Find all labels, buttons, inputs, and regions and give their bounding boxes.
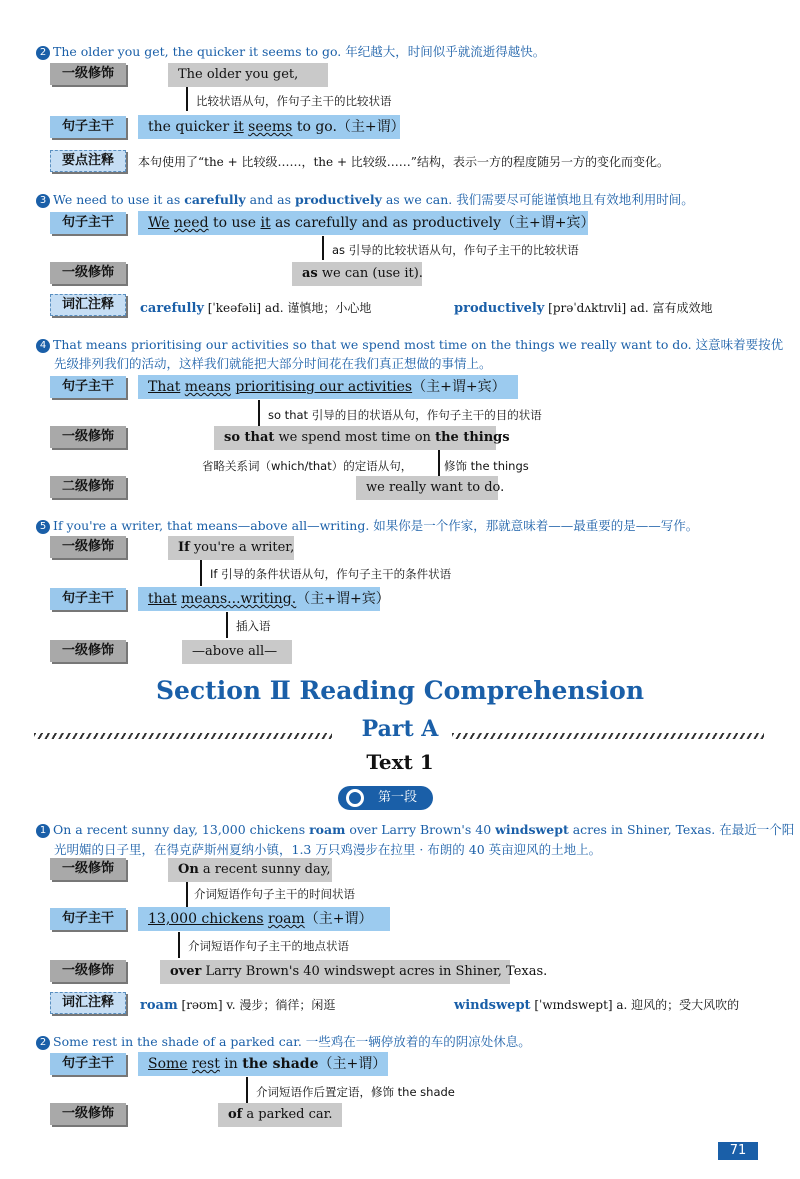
main-clause-box: the quicker it seems to go.（主+谓） <box>138 115 400 139</box>
annotation: 介词短语作句子主干的地点状语 <box>188 939 349 953</box>
arrow <box>322 236 324 260</box>
page-number: 71 <box>718 1142 758 1160</box>
label-level2: 二级修饰 <box>50 476 126 498</box>
main-clause-box: Some rest in the shade（主+谓） <box>138 1052 388 1076</box>
annotation: 比较状语从句，作句子主干的比较状语 <box>196 94 392 108</box>
label-main: 句子主干 <box>50 212 126 234</box>
modifier-box: as we can (use it). <box>292 262 422 286</box>
sentence-2: 2 The older you get, the quicker it seems to go. 年纪越大，时间似乎就流逝得越快。 <box>36 42 545 60</box>
label-main: 句子主干 <box>50 1053 126 1075</box>
label-vocab: 词汇注释 <box>50 294 126 316</box>
text1-sentence-1: 1 On a recent sunny day, 13,000 chickens roam over Larry Brown's 40 windswept acres in Shiner, Texas. 在最近一个阳 <box>36 820 794 838</box>
label-level1: 一级修饰 <box>50 858 126 880</box>
sentence-4: 4 That means prioritising our activities so that we spend most time on the things we really want to do. 这意味着要按优 <box>36 335 783 353</box>
annotation: as 引导的比较状语从句，作句子主干的比较状语 <box>332 243 579 257</box>
label-level1: 一级修饰 <box>50 1103 126 1125</box>
sentence-number: 2 <box>36 1036 50 1050</box>
modifier-box: of a parked car. <box>218 1103 342 1127</box>
text1-sentence-2: 2 Some rest in the shade of a parked car. 一些鸡在一辆停放着的车的阴凉处休息。 <box>36 1032 531 1050</box>
sentence-number: 2 <box>36 46 50 60</box>
modifier-box: so that we spend most time on the things <box>214 426 496 450</box>
sentence-number: 1 <box>36 824 50 838</box>
sentence-number: 3 <box>36 194 50 208</box>
label-level1: 一级修饰 <box>50 63 126 85</box>
label-main: 句子主干 <box>50 588 126 610</box>
vocab-windswept: windswept [ˈwɪndswept] a. 迎风的；受大风吹的 <box>454 998 740 1013</box>
part-title: Part A <box>361 716 439 742</box>
sentence-4-line2: 先级排列我们的活动，这样我们就能把大部分时间花在我们真正想做的事情上。 <box>54 356 492 371</box>
annotation: 插入语 <box>236 619 271 633</box>
label-level1: 一级修饰 <box>50 640 126 662</box>
main-clause-box: That means prioritising our activities（主+谓+宾） <box>138 375 518 399</box>
label-vocab: 词汇注释 <box>50 992 126 1014</box>
arrow <box>258 400 260 426</box>
arrow <box>200 560 202 586</box>
label-main: 句子主干 <box>50 908 126 930</box>
annotation: 介词短语作句子主干的时间状语 <box>194 887 355 901</box>
arrow <box>226 612 228 638</box>
modifier-box: over Larry Brown's 40 windswept acres in Shiner, Texas. <box>160 960 510 984</box>
section-title: Section Ⅱ Reading Comprehension <box>155 676 645 705</box>
vocab-roam: roam [rəʊm] v. 漫步；徜徉；闲逛 <box>140 998 336 1013</box>
magnifier-icon <box>346 789 364 807</box>
level2-modifier-box: we really want to do. <box>356 476 498 500</box>
label-level1: 一级修饰 <box>50 536 126 558</box>
main-clause-box: 13,000 chickens roam（主+谓） <box>138 907 390 931</box>
label-main: 句子主干 <box>50 116 126 138</box>
label-main: 句子主干 <box>50 376 126 398</box>
modifier-box: On a recent sunny day, <box>168 858 332 882</box>
vocab-productively: productively [prəˈdʌktɪvli] ad. 富有成效地 <box>454 301 713 316</box>
sentence-5: 5 If you're a writer, that means—above all—writing. 如果你是一个作家，那就意味着——最重要的是——写作。 <box>36 516 698 534</box>
annotation: If 引导的条件状语从句，作句子主干的条件状语 <box>210 567 452 581</box>
sentence-3: 3 We need to use it as carefully and as productively as we can. 我们需要尽可能谨慎地且有效地利用时间。 <box>36 190 694 208</box>
label-level1: 一级修饰 <box>50 960 126 982</box>
arrow <box>186 87 188 111</box>
text1-sentence-1-line2: 光明媚的日子里，在得克萨斯州夏纳小镇，1.3 万只鸡漫步在拉里 · 布朗的 40 英亩迎风的土地上。 <box>54 842 602 857</box>
main-clause-box: We need to use it as carefully and as productively（主+谓+宾） <box>138 211 588 235</box>
arrow <box>246 1077 248 1103</box>
sentence-number: 4 <box>36 339 50 353</box>
modifier-box: If you're a writer, <box>168 536 294 560</box>
vocab-carefully: carefully [ˈkeəfəli] ad. 谨慎地；小心地 <box>140 301 372 316</box>
modifier-box: The older you get, <box>168 63 328 87</box>
annotation: 介词短语作后置定语，修饰 the shade <box>256 1085 455 1099</box>
text-title: Text 1 <box>366 750 434 774</box>
arrow <box>186 882 188 908</box>
annotation: 修饰 the things <box>444 459 529 473</box>
label-keynote: 要点注释 <box>50 150 126 172</box>
arrow <box>178 932 180 958</box>
decorative-stripe-right <box>452 733 764 739</box>
annotation: 省略关系词（which/that）的定语从句， <box>202 459 413 473</box>
insertion-box: —above all— <box>182 640 292 664</box>
main-clause-box: that means...writing.（主+谓+宾） <box>138 587 380 611</box>
key-note-text: 本句使用了“the + 比较级……，the + 比较级……”结构，表示一方的程度随另一方的变化而变化。 <box>138 155 669 169</box>
sentence-number: 5 <box>36 520 50 534</box>
arrow <box>438 450 440 476</box>
annotation: so that 引导的目的状语从句，作句子主干的目的状语 <box>268 408 542 422</box>
label-level1: 一级修饰 <box>50 262 126 284</box>
label-level1: 一级修饰 <box>50 426 126 448</box>
paragraph-pill: 第一段 <box>338 786 433 810</box>
